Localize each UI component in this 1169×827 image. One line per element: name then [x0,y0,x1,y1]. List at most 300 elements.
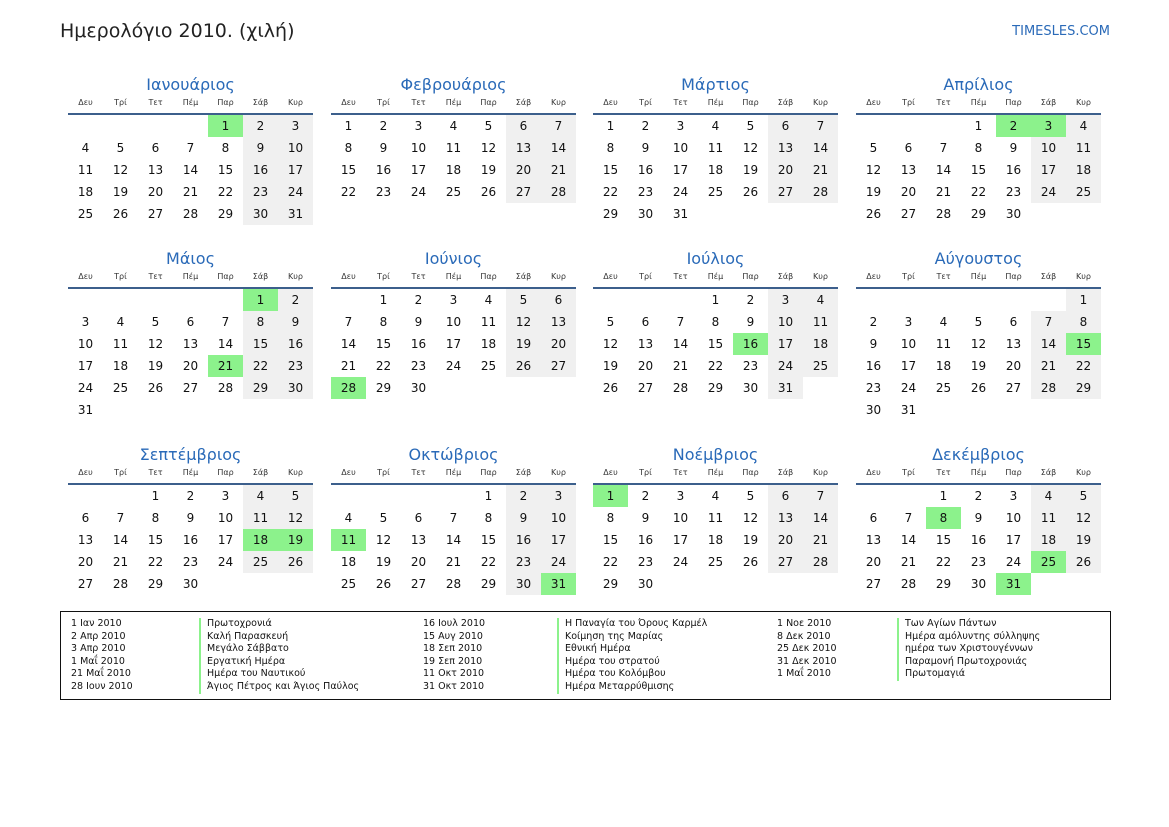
day-cell: 7 [449,511,458,525]
day-cell: 22 [243,355,278,377]
empty-cell [138,289,173,311]
day-cell: 9 [1009,141,1018,155]
day-cell: 15 [480,533,497,547]
empty-cell [1066,203,1101,225]
day-cell: 6 [768,485,803,507]
empty-cell [103,115,138,137]
day-cell: 27 [1005,381,1022,395]
day-cell: 7 [803,485,838,507]
day-cell: 27 [900,207,917,221]
day-cell: 11 [445,141,462,155]
day-cell: 6 [506,115,541,137]
day-cell: 8 [1066,311,1101,333]
weekday-label: Τετ [936,468,951,477]
day-cell: 10 [541,507,576,529]
weekday-label: Δευ [341,98,356,107]
day-cell: 13 [77,533,94,547]
day-cell: 4 [344,511,353,525]
empty-cell [243,399,278,421]
day-cell: 7 [1031,311,1066,333]
holiday-name: Η Παναγία του Όρους Καρμέλ [557,618,707,631]
day-cell: 18 [707,163,724,177]
weekday-header [68,466,313,480]
weekday-label: Δευ [866,98,881,107]
day-cell: 8 [711,315,720,329]
site-link[interactable]: TIMESLES.COM [1012,24,1110,39]
weekday-label: Πέμ [182,272,199,281]
weekday-label: Τρί [639,98,652,107]
month-name: Μάιος [166,249,215,268]
day-cell: 5 [869,141,878,155]
day-grid [68,115,313,225]
day-cell: 26 [375,577,392,591]
day-cell: 16 [375,163,392,177]
empty-cell [663,573,698,595]
holiday-dates-column [71,618,133,694]
day-cell: 29 [375,381,392,395]
month-block [68,445,313,595]
day-cell: 25 [707,185,724,199]
day-cell: 24 [278,181,313,203]
day-cell: 21 [1031,355,1066,377]
weekday-label: Παρ [742,98,759,107]
weekday-label: Σάβ [515,272,532,281]
day-cell: 20 [768,529,803,551]
month-name: Ιούνιος [424,249,483,268]
day-cell: 20 [77,555,94,569]
day-cell: 5 [379,511,388,525]
day-cell: 24 [672,555,689,569]
day-cell: 18 [77,185,94,199]
holiday-date: 1 Νοε 2010 [777,618,832,629]
day-cell: 1 [151,489,160,503]
day-cell: 16 [278,333,313,355]
day-cell: 17 [768,333,803,355]
day-cell: 14 [445,533,462,547]
day-cell: 6 [81,511,90,525]
day-cell: 4 [243,485,278,507]
day-grid [331,289,576,399]
day-cell: 28 [803,181,838,203]
month-name: Δεκέμβριος [932,445,1025,464]
day-cell: 5 [116,141,125,155]
day-cell: 3 [904,315,913,329]
weekday-label: Παρ [1005,98,1022,107]
day-cell: 30 [243,203,278,225]
day-cell: 25 [112,381,129,395]
day-cell: 15 [602,533,619,547]
day-cell: 12 [147,337,164,351]
weekday-label: Κυρ [288,98,303,107]
day-cell: 11 [1066,137,1101,159]
weekday-label: Παρ [217,272,234,281]
day-cell: 10 [217,511,234,525]
day-cell: 20 [637,359,654,373]
day-cell: 10 [445,315,462,329]
day-cell: 10 [900,337,917,351]
day-cell: 17 [278,159,313,181]
empty-cell [926,289,961,311]
day-cell: 10 [1031,137,1066,159]
weekday-label: Δευ [866,468,881,477]
weekday-header [68,96,313,110]
day-cell: 10 [1005,511,1022,525]
empty-cell [173,289,208,311]
day-cell: 16 [970,533,987,547]
day-cell: 1 [939,489,948,503]
day-grid [331,115,576,203]
holiday-name: Καλή Παρασκευή [199,631,359,644]
day-cell: 21 [803,159,838,181]
day-cell: 12 [742,511,759,525]
holiday-name: ημέρα των Χριστουγέννων [897,643,1040,656]
day-cell: 27 [768,181,803,203]
day-cell: 20 [900,185,917,199]
weekday-label: Τετ [673,272,688,281]
weekday-header [593,270,838,284]
day-cell: 13 [410,533,427,547]
day-cell: 16 [637,163,654,177]
day-cell: 23 [278,355,313,377]
weekday-label: Πέμ [445,272,462,281]
weekday-label: Τετ [148,98,163,107]
holiday-date: 18 Σεπ 2010 [423,643,483,655]
day-cell: 22 [147,555,164,569]
day-cell: 28 [331,377,366,399]
day-cell: 18 [340,555,357,569]
day-cell: 10 [672,511,689,525]
day-cell: 14 [672,337,689,351]
day-cell: 9 [379,141,388,155]
holiday-name: Κοίμηση της Μαρίας [557,631,707,644]
day-cell: 8 [243,311,278,333]
day-cell: 3 [676,489,685,503]
day-cell: 29 [217,207,234,221]
day-cell: 30 [865,403,882,417]
holiday-date: 31 Δεκ 2010 [777,655,837,667]
day-cell: 13 [900,163,917,177]
day-cell: 3 [676,119,685,133]
weekday-label: Σάβ [777,272,794,281]
holiday-names-column [897,618,1040,681]
day-cell: 24 [217,555,234,569]
day-cell: 1 [593,485,628,507]
day-cell: 2 [974,489,983,503]
day-cell: 15 [970,163,987,177]
day-cell: 6 [641,315,650,329]
empty-cell [366,485,401,507]
empty-cell [856,289,891,311]
day-cell: 5 [746,489,755,503]
day-cell: 14 [900,533,917,547]
day-cell: 2 [641,119,650,133]
day-cell: 23 [410,359,427,373]
day-cell: 21 [672,359,689,373]
day-cell: 24 [900,381,917,395]
holiday-date: 1 Μαΐ 2010 [71,655,125,667]
day-cell: 20 [865,555,882,569]
day-cell: 16 [1005,163,1022,177]
day-cell: 3 [449,293,458,307]
day-grid [68,289,313,421]
day-cell: 24 [672,185,689,199]
day-cell: 27 [541,355,576,377]
weekday-label: Δευ [603,468,618,477]
day-cell: 14 [935,163,952,177]
empty-cell [593,289,628,311]
day-cell: 12 [375,533,392,547]
empty-cell [541,377,576,399]
month-block [593,445,838,595]
day-cell: 10 [278,137,313,159]
holiday-name: Παραμονή Πρωτοχρονιάς [897,656,1040,669]
day-grid [593,115,838,225]
empty-cell [138,115,173,137]
day-grid [856,289,1101,421]
day-cell: 3 [414,119,423,133]
empty-cell [961,399,996,421]
day-cell: 22 [375,359,392,373]
day-cell: 28 [182,207,199,221]
day-cell: 3 [768,289,803,311]
weekday-label: Παρ [217,468,234,477]
weekday-label: Κυρ [551,272,566,281]
day-cell: 4 [939,315,948,329]
empty-cell [698,573,733,595]
day-cell: 3 [1009,489,1018,503]
day-cell: 12 [480,141,497,155]
day-cell: 18 [1066,159,1101,181]
day-cell: 7 [939,141,948,155]
day-cell: 25 [1066,181,1101,203]
weekday-label: Τρί [114,98,127,107]
day-cell: 29 [602,577,619,591]
day-cell: 31 [278,203,313,225]
holiday-date: 1 Ιαν 2010 [71,618,122,629]
day-cell: 24 [541,551,576,573]
empty-cell [1066,399,1101,421]
day-cell: 25 [480,359,497,373]
weekday-label: Παρ [1005,272,1022,281]
day-cell: 23 [637,185,654,199]
day-cell: 9 [278,311,313,333]
empty-cell [926,399,961,421]
day-cell: 4 [803,289,838,311]
holiday-name: Πρωτοχρονιά [199,618,359,631]
day-cell: 29 [707,381,724,395]
day-cell: 9 [414,315,423,329]
day-cell: 8 [606,511,615,525]
day-cell: 4 [1066,115,1101,137]
day-cell: 5 [1066,485,1101,507]
day-cell: 19 [865,185,882,199]
day-cell: 27 [865,577,882,591]
holiday-name: Ημέρα του Κολόμβου [557,668,707,681]
day-cell: 29 [970,207,987,221]
day-cell: 12 [506,311,541,333]
day-cell: 31 [541,573,576,595]
day-cell: 19 [1066,529,1101,551]
holiday-dates-column [777,618,837,681]
day-cell: 22 [707,359,724,373]
weekday-label: Δευ [341,468,356,477]
empty-cell [663,289,698,311]
day-cell: 4 [116,315,125,329]
day-cell: 15 [147,533,164,547]
day-cell: 1 [974,119,983,133]
day-cell: 15 [602,163,619,177]
month-block [331,249,576,399]
day-cell: 5 [746,119,755,133]
day-cell: 12 [742,141,759,155]
day-cell: 1 [606,119,615,133]
holiday-names-column [557,618,707,694]
holiday-list [60,611,1111,700]
empty-cell [926,115,961,137]
weekday-label: Σάβ [515,468,532,477]
day-cell: 20 [147,185,164,199]
holiday-name: Εργατική Ημέρα [199,656,359,669]
weekday-label: Κυρ [813,468,828,477]
day-cell: 8 [484,511,493,525]
day-cell: 22 [217,185,234,199]
day-cell: 26 [506,355,541,377]
day-cell: 19 [278,529,313,551]
day-cell: 23 [182,555,199,569]
day-cell: 2 [641,489,650,503]
empty-cell [1031,203,1066,225]
empty-cell [331,485,366,507]
day-cell: 17 [900,359,917,373]
day-cell: 23 [970,555,987,569]
day-cell: 3 [221,489,230,503]
weekday-label: Σάβ [777,468,794,477]
month-name: Οκτώβριος [408,445,499,464]
day-cell: 1 [711,293,720,307]
day-cell: 19 [602,359,619,373]
day-cell: 31 [768,377,803,399]
day-cell: 19 [112,185,129,199]
day-cell: 17 [672,533,689,547]
day-cell: 6 [414,511,423,525]
month-block [331,445,576,595]
empty-cell [103,289,138,311]
day-cell: 2 [506,485,541,507]
weekday-label: Σάβ [252,98,269,107]
weekday-label: Κυρ [1076,272,1091,281]
day-cell: 15 [243,333,278,355]
day-cell: 14 [340,337,357,351]
day-cell: 9 [746,315,755,329]
day-cell: 27 [506,181,541,203]
weekday-label: Κυρ [288,468,303,477]
day-cell: 20 [1005,359,1022,373]
day-cell: 30 [410,381,427,395]
day-cell: 15 [217,163,234,177]
weekday-label: Τετ [936,272,951,281]
day-cell: 21 [541,159,576,181]
day-cell: 28 [672,381,689,395]
holiday-name: Ημέρα του Ναυτικού [199,668,359,681]
day-cell: 6 [186,315,195,329]
weekday-label: Σάβ [252,272,269,281]
day-cell: 15 [935,533,952,547]
day-cell: 19 [742,163,759,177]
day-cell: 13 [768,137,803,159]
day-cell: 23 [637,555,654,569]
day-cell: 26 [278,551,313,573]
day-cell: 28 [1031,377,1066,399]
day-cell: 1 [484,489,493,503]
day-cell: 4 [711,119,720,133]
empty-cell [768,573,803,595]
day-cell: 21 [900,555,917,569]
weekday-header [856,96,1101,110]
weekday-header [593,96,838,110]
weekday-label: Δευ [78,98,93,107]
day-cell: 22 [970,185,987,199]
month-block [593,249,838,399]
day-cell: 21 [935,185,952,199]
day-cell: 24 [445,359,462,373]
weekday-label: Τρί [377,272,390,281]
holiday-name: Πρωτομαγιά [897,668,1040,681]
day-cell: 29 [480,577,497,591]
day-cell: 7 [116,511,125,525]
day-cell: 13 [182,337,199,351]
weekday-label: Δευ [341,272,356,281]
day-cell: 26 [865,207,882,221]
day-cell: 20 [182,359,199,373]
day-cell: 21 [803,529,838,551]
empty-cell [1066,573,1101,595]
day-cell: 28 [935,207,952,221]
day-cell: 28 [445,577,462,591]
month-block [856,75,1101,225]
day-cell: 1 [208,115,243,137]
day-cell: 3 [81,315,90,329]
month-name: Μάρτιος [681,75,750,94]
holiday-date: 2 Απρ 2010 [71,630,126,642]
day-cell: 14 [1031,333,1066,355]
holiday-date: 19 Σεπ 2010 [423,655,483,667]
day-cell: 18 [112,359,129,373]
weekday-label: Πέμ [182,468,199,477]
empty-cell [803,573,838,595]
weekday-label: Παρ [480,272,497,281]
day-cell: 3 [541,485,576,507]
day-cell: 22 [480,555,497,569]
day-cell: 11 [480,315,497,329]
day-cell: 18 [1031,529,1066,551]
weekday-label: Τρί [902,468,915,477]
day-cell: 22 [935,555,952,569]
day-cell: 30 [278,377,313,399]
holiday-name: Ημέρα Μεταρρύθμισης [557,681,707,694]
day-cell: 2 [414,293,423,307]
day-cell: 18 [935,359,952,373]
day-cell: 9 [641,511,650,525]
holiday-date: 11 Οκτ 2010 [423,668,485,680]
day-cell: 14 [541,137,576,159]
empty-cell [856,485,891,507]
day-cell: 19 [480,163,497,177]
weekday-label: Δευ [78,468,93,477]
day-cell: 27 [637,381,654,395]
day-cell: 20 [768,159,803,181]
day-cell: 5 [278,485,313,507]
month-block [856,249,1101,421]
